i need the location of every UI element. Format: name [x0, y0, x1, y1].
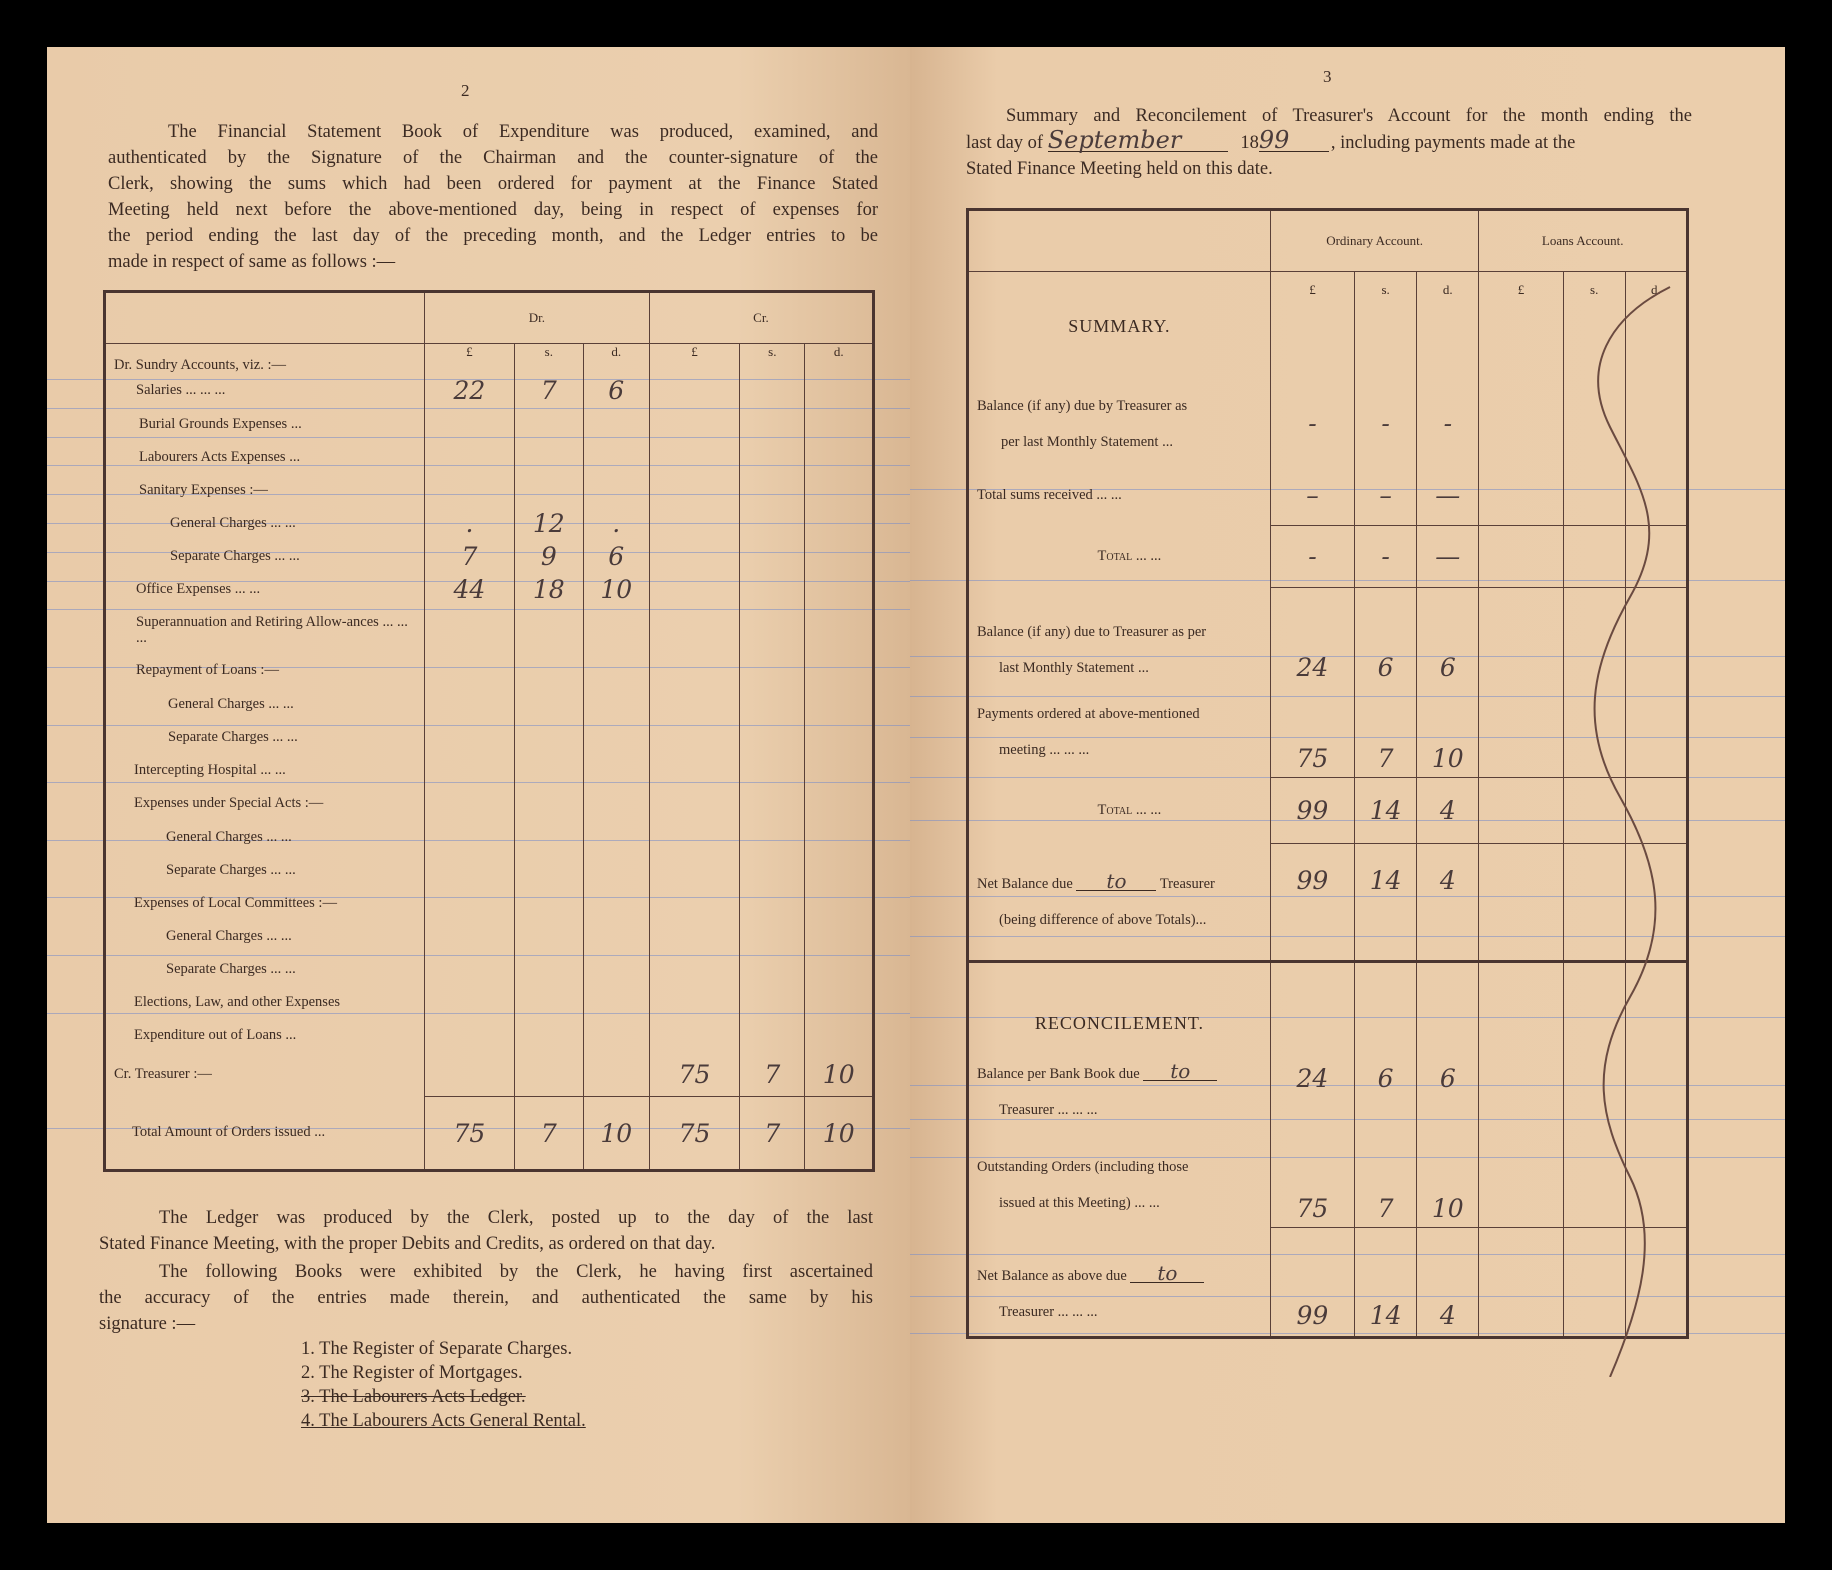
month-handwritten: September: [1048, 129, 1228, 152]
cr-shillings: 7: [740, 1097, 805, 1171]
dr-shillings: 7: [515, 374, 584, 408]
table-row-label: Dr. Sundry Accounts, viz. :—: [105, 344, 425, 374]
ord-shillings: 6: [1355, 588, 1417, 686]
table-row-label: Total Amount of Orders issued ...: [105, 1097, 425, 1171]
row-label-line: [977, 1056, 1270, 1092]
table-row: [105, 474, 874, 507]
shillings-header: s.: [515, 344, 584, 374]
dr-pence: 10: [583, 1097, 649, 1171]
books-list: [301, 1337, 586, 1433]
table-row: [105, 606, 874, 654]
ord-pounds: 99: [1270, 778, 1354, 844]
table-row-label: Total ... ...: [968, 778, 1271, 844]
ord-pence: -: [1417, 382, 1479, 466]
intro-line: made in respect of same as follows :—: [108, 252, 396, 272]
right-page: [910, 47, 1785, 1523]
table-row-label: Separate Charges ... ...: [105, 854, 425, 887]
page-number: 3: [1323, 67, 1332, 86]
table-row-label: [968, 1228, 1271, 1338]
pounds-header: £: [424, 344, 514, 374]
ord-pence: 6: [1417, 588, 1479, 686]
ledger-line: The Ledger was produced by the Clerk, posted up to the day of the last: [159, 1208, 873, 1228]
shillings-header: s.: [1355, 272, 1417, 382]
loans-strikethrough-wave: [1570, 277, 1690, 1377]
table-row: [105, 1053, 874, 1097]
ord-shillings: -: [1355, 382, 1417, 466]
books-intro-line: signature :—: [99, 1314, 196, 1334]
table-row: [105, 754, 874, 787]
table-row-label: General Charges ... ...: [105, 821, 425, 854]
row-label-line: Balance (if any) due by Treasurer as: [977, 397, 1188, 414]
intro-line: The Financial Statement Book of Expenditure was produced, examined, and: [168, 122, 878, 142]
ord-shillings: 14: [1355, 1228, 1417, 1338]
table-row: [105, 986, 874, 1019]
table-row: [105, 688, 874, 721]
row-label-handwritten: to: [1130, 1264, 1204, 1283]
table-row-label: [968, 588, 1271, 686]
ord-pence: —: [1417, 526, 1479, 588]
books-intro-line: The following Books were exhibited by the Clerk, he having first ascertained: [159, 1262, 873, 1282]
dr-pounds: .: [424, 507, 514, 540]
dr-pence: 6: [583, 540, 649, 573]
table-row-label: Elections, Law, and other Expenses: [105, 986, 425, 1019]
table-row: [105, 408, 874, 441]
table-row-label: Separate Charges ... ...: [105, 953, 425, 986]
book-item: 3. The Labourers Acts Ledger.: [301, 1387, 526, 1407]
dr-pence: 6: [583, 374, 649, 408]
table-row-label: Total sums received ... ...: [968, 466, 1271, 526]
table-row: [105, 1097, 874, 1171]
row-label-text: Net Balance due: [977, 875, 1073, 892]
table-row: [105, 507, 874, 540]
ord-pounds: 75: [1270, 686, 1354, 778]
row-label-line: Payments ordered at above-mentioned: [977, 705, 1200, 722]
summary-title: SUMMARY.: [968, 272, 1271, 382]
table-row-label: [968, 844, 1271, 962]
ord-pence: 4: [1417, 844, 1479, 962]
intro-line: Clerk, showing the sums which had been ordered for payment at the Finance Stated: [108, 174, 878, 194]
ord-pence: 4: [1417, 1228, 1479, 1338]
cr-pounds: 75: [649, 1097, 739, 1171]
table-row: [105, 374, 874, 408]
row-label-handwritten: to: [1143, 1062, 1217, 1081]
intro-paragraph: [108, 119, 878, 275]
row-label-line: meeting ... ... ...: [999, 741, 1090, 758]
dr-shillings: 9: [515, 540, 584, 573]
table-row-label: Expenditure out of Loans ...: [105, 1019, 425, 1053]
row-label-handwritten: to: [1076, 872, 1156, 891]
table-row-label: Burial Grounds Expenses ...: [105, 408, 425, 441]
dr-pounds: 7: [424, 540, 514, 573]
table-row-label: [968, 1142, 1271, 1228]
summary-intro-text: last day of: [966, 133, 1044, 153]
cr-header: Cr.: [649, 292, 873, 344]
ledger-line: Stated Finance Meeting, with the proper Debits and Credits, as ordered on that day.: [99, 1234, 716, 1254]
loans-account-header: Loans Account.: [1479, 210, 1688, 272]
table-row-label: Cr. Treasurer :—: [105, 1053, 425, 1097]
ledger-paragraph: [99, 1205, 873, 1257]
table-row-label: [968, 686, 1271, 778]
shillings-header: s.: [1563, 272, 1625, 382]
dr-pence: .: [583, 507, 649, 540]
left-page: [47, 47, 910, 1523]
dr-pence: 10: [583, 573, 649, 606]
table-row-label: Salaries ... ... ...: [105, 374, 425, 408]
row-label-line: last Monthly Statement ...: [999, 659, 1149, 676]
row-label-text: Treasurer: [1159, 875, 1215, 892]
ord-shillings: 7: [1355, 686, 1417, 778]
table-row-label: Expenses under Special Acts :—: [105, 787, 425, 821]
table-row-label: General Charges ... ...: [105, 920, 425, 953]
pounds-header: £: [1270, 272, 1354, 382]
row-label-text: Net Balance as above due: [977, 1268, 1127, 1284]
row-label-line: Treasurer ... ... ...: [999, 1101, 1098, 1118]
row-label-line: (being difference of above Totals)...: [999, 911, 1207, 928]
table-row: [105, 540, 874, 573]
table-row: [105, 854, 874, 887]
book-item: 2. The Register of Mortgages.: [301, 1363, 523, 1383]
table-row-label: Separate Charges ... ...: [105, 540, 425, 573]
ord-pence: —: [1417, 466, 1479, 526]
pence-header: d.: [583, 344, 649, 374]
cr-pounds: 75: [649, 1053, 739, 1097]
pence-header: d.: [805, 344, 874, 374]
ord-shillings: 6: [1355, 1042, 1417, 1142]
summary-intro-line: Summary and Reconcilement of Treasurer's Account for the month ending the: [1006, 106, 1692, 126]
ord-pence: 10: [1417, 1142, 1479, 1228]
dr-cr-table: [103, 290, 875, 1172]
table-row-label: [968, 382, 1271, 466]
ord-shillings: -: [1355, 526, 1417, 588]
dr-pounds: 22: [424, 374, 514, 408]
intro-line: Meeting held next before the above-mentioned day, being in respect of expenses for: [108, 200, 878, 220]
page-number: 2: [461, 81, 470, 100]
book-item: 4. The Labourers Acts General Rental.: [301, 1411, 586, 1431]
summary-intro: [966, 103, 1692, 182]
table-row-label: Total ... ...: [968, 526, 1271, 588]
reconcilement-title: RECONCILEMENT.: [968, 962, 1271, 1042]
table-row: [105, 920, 874, 953]
table-row-label: General Charges ... ...: [105, 688, 425, 721]
table-row: [105, 787, 874, 821]
table-row: [105, 821, 874, 854]
table-row-label: [968, 1042, 1271, 1142]
table-row-label: Labourers Acts Expenses ...: [105, 441, 425, 474]
summary-intro-line: Stated Finance Meeting held on this date.: [966, 159, 1273, 179]
row-label-line: [977, 1258, 1270, 1294]
dr-pounds: 44: [424, 573, 514, 606]
row-label-line: per last Monthly Statement ...: [1001, 433, 1173, 450]
ord-pence: 4: [1417, 778, 1479, 844]
ord-pence: 6: [1417, 1042, 1479, 1142]
dr-pounds: 75: [424, 1097, 514, 1171]
ord-pounds: 99: [1270, 1228, 1354, 1338]
row-label-line: issued at this Meeting) ... ...: [999, 1194, 1160, 1211]
table-row-label: Office Expenses ... ...: [105, 573, 425, 606]
pence-header: d.: [1417, 272, 1479, 382]
pounds-header: £: [1479, 272, 1563, 382]
ord-pounds: –: [1270, 466, 1354, 526]
table-row: [105, 953, 874, 986]
table-row: [105, 441, 874, 474]
table-row-label: Expenses of Local Committees :—: [105, 887, 425, 920]
summary-intro-text: , including payments made at the: [1330, 133, 1576, 153]
table-row-label: General Charges ... ...: [105, 507, 425, 540]
dr-shillings: 7: [515, 1097, 584, 1171]
intro-line: the period ending the last day of the preceding month, and the Ledger entries to be: [108, 226, 878, 246]
ord-shillings: 14: [1355, 844, 1417, 962]
table-row-label: Separate Charges ... ...: [105, 721, 425, 754]
ord-shillings: 14: [1355, 778, 1417, 844]
table-row: [105, 721, 874, 754]
ord-pounds: 24: [1270, 1042, 1354, 1142]
intro-line: authenticated by the Signature of the Chairman and the counter-signature of the: [108, 148, 878, 168]
cr-pence: 10: [805, 1053, 874, 1097]
table-row-label: Repayment of Loans :—: [105, 654, 425, 688]
table-row: [105, 887, 874, 920]
ord-pounds: -: [1270, 382, 1354, 466]
dr-shillings: 18: [515, 573, 584, 606]
table-row-label: Sanitary Expenses :—: [105, 474, 425, 507]
ord-pence: 10: [1417, 686, 1479, 778]
table-row: [105, 654, 874, 688]
shillings-header: s.: [740, 344, 805, 374]
ord-pounds: 75: [1270, 1142, 1354, 1228]
table-row-label: Intercepting Hospital ... ...: [105, 754, 425, 787]
ord-shillings: 7: [1355, 1142, 1417, 1228]
books-intro-paragraph: [99, 1259, 873, 1337]
dr-shillings: 12: [515, 507, 584, 540]
book-item: 1. The Register of Separate Charges.: [301, 1339, 573, 1359]
books-intro-line: the accuracy of the entries made therein, and authenticated the same by his: [99, 1288, 873, 1308]
pence-header: d.: [1625, 272, 1687, 382]
row-label-line: Balance (if any) due to Treasurer as per: [977, 623, 1207, 640]
row-label-text: Balance per Bank Book due: [977, 1065, 1140, 1082]
ord-pounds: 24: [1270, 588, 1354, 686]
table-row: [105, 573, 874, 606]
year-handwritten: 99: [1259, 129, 1329, 152]
year-prefix: 18: [1240, 133, 1259, 153]
pounds-header: £: [649, 344, 739, 374]
ord-pounds: 99: [1270, 844, 1354, 962]
ord-shillings: –: [1355, 466, 1417, 526]
row-label-line: Treasurer ... ... ...: [999, 1304, 1098, 1320]
table-row: [105, 1019, 874, 1053]
table-row-label: Superannuation and Retiring Allow-ances ... ... ...: [105, 606, 425, 654]
cr-shillings: 7: [740, 1053, 805, 1097]
dr-header: Dr.: [424, 292, 649, 344]
row-label-line: [977, 866, 1270, 902]
summary-intro-line2: [966, 126, 1692, 156]
cr-pence: 10: [805, 1097, 874, 1171]
ord-pounds: -: [1270, 526, 1354, 588]
ordinary-account-header: Ordinary Account.: [1270, 210, 1479, 272]
row-label-line: Outstanding Orders (including those: [977, 1158, 1189, 1175]
